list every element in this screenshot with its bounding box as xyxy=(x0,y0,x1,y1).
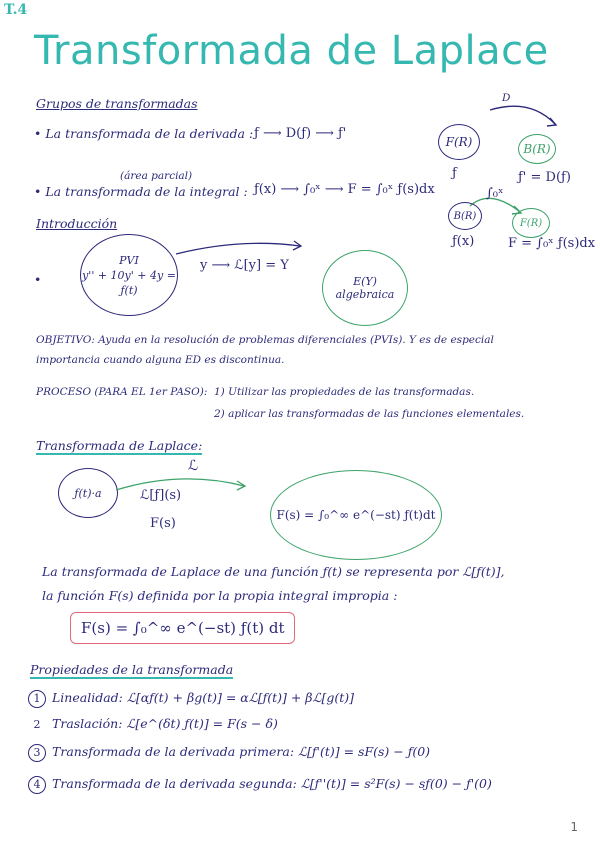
process-label: PROCESO (PARA EL 1er PASO): xyxy=(36,386,208,398)
laplace-Lf: ℒ[ƒ](s) xyxy=(140,488,182,503)
diagram-F-R-circle: F(R) xyxy=(438,124,480,160)
property-num-3: 3 xyxy=(28,744,46,762)
intro-arrow-text: y ⟶ ℒ[y] = Y xyxy=(200,258,289,273)
laplace-heading: Transformada de Laplace: xyxy=(36,438,203,453)
laplace-Fs: F(s) xyxy=(150,516,176,531)
f-t-circle: ƒ(t)·a xyxy=(58,468,118,518)
groups-bullet1-math: ƒ ⟶ D(ƒ) ⟶ ƒ' xyxy=(254,126,347,141)
laplace-text-line2: la función F(s) definida por la propia integral impropia : xyxy=(42,588,398,603)
property-num-2: 2 xyxy=(33,718,41,731)
property-text-3: Transformada de la derivada primera: ℒ[ƒ'(t)] = sF(s) − ƒ(0) xyxy=(52,744,431,759)
process-step1: 1) Utilizar las propiedades de las transformadas. xyxy=(214,386,475,398)
property-item-1 xyxy=(28,690,354,708)
groups-bullet2-math: ƒ(x) ⟶ ∫₀ˣ ⟶ F = ∫₀ˣ ƒ(s)dx xyxy=(254,182,435,197)
property-item-2 xyxy=(28,716,278,734)
diagram-f: ƒ xyxy=(452,166,457,181)
page-title: Transformada de Laplace xyxy=(34,28,549,74)
pvi-circle xyxy=(80,234,178,316)
diagram-int: ∫₀ˣ xyxy=(486,186,504,201)
process-step2: 2) aplicar las transformadas de las funciones elementales. xyxy=(214,408,525,420)
pvi-line1: PVI xyxy=(119,253,139,267)
property-text-4: Transformada de la derivada segunda: ℒ[ƒ''(t)] = s²F(s) − sƒ(0) − ƒ'(0) xyxy=(52,776,492,791)
page-number: 1 xyxy=(570,820,578,834)
property-text-1: Linealidad: ℒ[αƒ(t) + βg(t)] = αℒ[ƒ(t)] + βℒ[g(t)] xyxy=(52,690,355,705)
groups-bullet1-text: • La transformada de la derivada : xyxy=(34,126,254,141)
laplace-boxed-definition: F(s) = ∫₀^∞ e^(−st) ƒ(t) dt xyxy=(70,612,295,644)
ec-line2: algebraica xyxy=(335,288,395,301)
diagram-B-R-green-circle: B(R) xyxy=(518,134,556,164)
diagram-fprime: ƒ' = D(ƒ) xyxy=(518,170,571,185)
objective-line2: importancia cuando alguna ED es discontinua. xyxy=(36,354,285,366)
groups-bullet2-text: • La transformada de la integral : xyxy=(34,184,248,199)
property-item-3 xyxy=(28,744,430,762)
properties-heading: Propiedades de la transformada xyxy=(30,662,234,677)
pvi-line3: ƒ(t) xyxy=(120,283,138,297)
property-text-2: Traslación: ℒ[e^(δt) ƒ(t)] = F(s − δ) xyxy=(52,716,278,731)
diagram-F-R-green-circle: F(R) xyxy=(512,208,550,238)
intro-bullet: • xyxy=(34,272,42,287)
laplace-L-symbol: ℒ xyxy=(188,458,199,474)
ec-line1: E(Y) xyxy=(353,275,377,288)
laplace-def-circle: F(s) = ∫₀^∞ e^(−st) ƒ(t)dt xyxy=(270,470,442,560)
groups-bullet2-note: (área parcial) xyxy=(120,170,193,182)
diagram-F-eq: F = ∫₀ˣ ƒ(s)dx xyxy=(508,236,596,251)
property-num-4: 4 xyxy=(28,776,46,794)
pvi-line2: y'' + 10y' + 4y = xyxy=(82,268,176,282)
diagram-D-label: D xyxy=(502,92,511,104)
laplace-text-line1: La transformada de Laplace de una función ƒ(t) se representa por ℒ[ƒ(t)], xyxy=(42,564,505,579)
objective-line1: OBJETIVO: Ayuda en la resolución de problemas diferenciales (PVIs). Y es de especial xyxy=(36,334,494,346)
intro-heading: Introducción xyxy=(36,216,118,231)
diagram-fx: ƒ(x) xyxy=(452,234,475,249)
title-number: T.4 xyxy=(4,2,28,18)
ec-algebraica-circle xyxy=(322,250,408,326)
laplace-arrow xyxy=(112,470,252,500)
groups-heading: Grupos de transformadas xyxy=(36,96,198,111)
property-item-4 xyxy=(28,776,492,794)
diagram-B-R-circle: B(R) xyxy=(448,202,482,230)
property-num-1: 1 xyxy=(28,690,46,708)
